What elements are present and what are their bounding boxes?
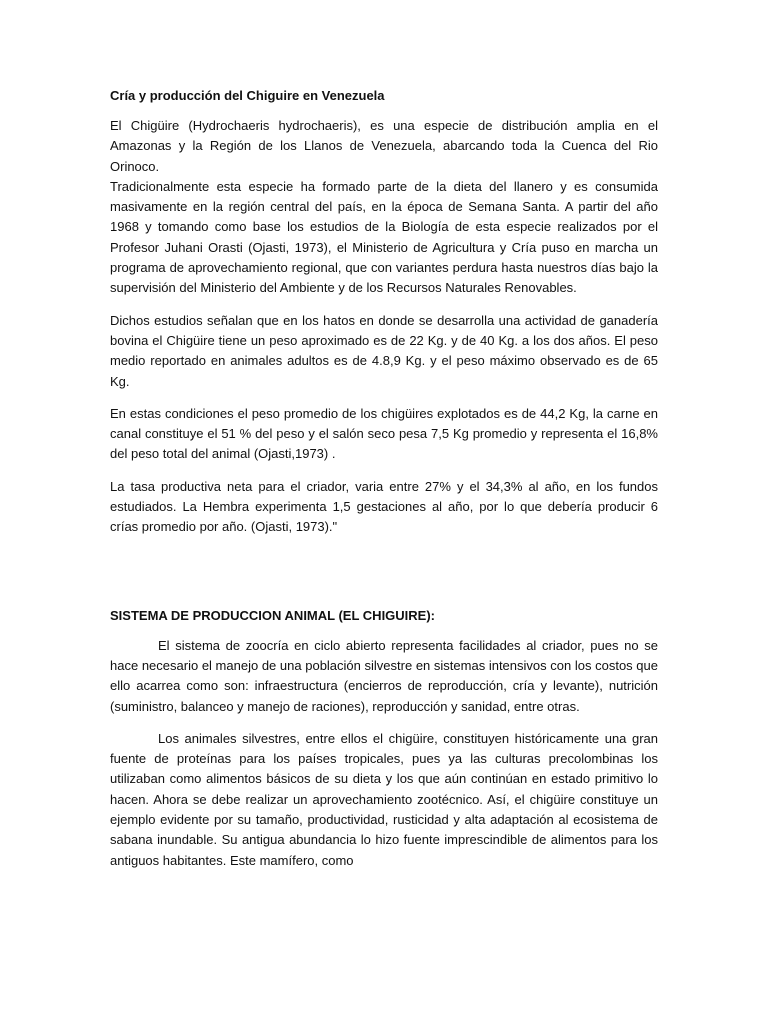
paragraph-weight-average: En estas condiciones el peso promedio de los chigüires explotados es de 44,2 Kg, la carne en canal constituye el 51 % del peso y el salón seco pesa 7,5 Kg promedio y representa el 16,8% del peso total del animal (Ojasti,1973) . [110, 405, 658, 462]
section-title: SISTEMA DE PRODUCCION ANIMAL (EL CHIGUIRE): [110, 607, 436, 623]
paragraph-wild-animals: Los animales silvestres, entre ellos el chigüire, constituyen históricamente una gran fuente de proteínas para los países tropicales, pues ya las culturas precolombinas los utilizaban como alimentos básicos de su dieta y los que aún continúan en estado primitivo lo hacen. Ahora se debe realizar un aprovechamiento zootécnico. Así, el chigüire constituye un ejemplo evidente por su tamaño, productividad, rusticidad y alta adaptación al ecosistema de sabana inundable. Su antigua abundancia lo hizo fuente imprescindible de alimentos para los antiguos habitantes. Este mamífero, como [110, 730, 658, 868]
paragraph-zoocria: El sistema de zoocría en ciclo abierto representa facilidades al criador, pues no se hace necesario el manejo de una población silvestre en sistemas intensivos con los costos que ello acarrea como son: infraestructura (encierros de reproducción, cría y levante), nutrición (suministro, balanceo y manejo de raciones), reproducción y sanidad, entre otras. [110, 637, 658, 714]
paragraph-productive-rate: La tasa productiva neta para el criador, varia entre 27% y el 34,3% al año, en los fundos estudiados. La Hembra experimenta 1,5 gestaciones al año, por lo que debería producir 6 crías promedio por año. (Ojasti, 1973)." [110, 478, 658, 535]
intro-block [110, 116, 658, 299]
section-gap [110, 550, 658, 606]
document-title: Cría y producción del Chiguire en Venezuela [110, 88, 385, 103]
paragraph-distribution: El Chigüire (Hydrochaeris hydrochaeris), es una especie de distribución amplia en el Amazonas y la Región de los Llanos de Venezuela, abarcando toda la Cuenca del Rio Orinoco. [110, 118, 658, 174]
paragraph-weight-studies: Dichos estudios señalan que en los hatos en donde se desarrolla una actividad de ganadería bovina el Chigüire tiene un peso aproximado es de 22 Kg. y de 40 Kg. a los dos años. El peso medio reportado en animales adultos es de 4.8,9 Kg. y el peso máximo observado es de 65 Kg. [110, 312, 658, 389]
paragraph-tradition: Tradicionalmente esta especie ha formado parte de la dieta del llanero y es consumida masivamente en la región central del país, en la época de Semana Santa. A partir del año 1968 y tomando como base los estudios de la Biología de esta especie realizados por el Profesor Juhani Orasti (Ojasti, 1973), el Ministerio de Agricultura y Cría puso en marcha un programa de aprovechamiento regional, que con variantes perdura hasta nuestros días bajo la supervisión del Ministerio del Ambiente y de los Recursos Naturales Renovables. [110, 178, 658, 296]
